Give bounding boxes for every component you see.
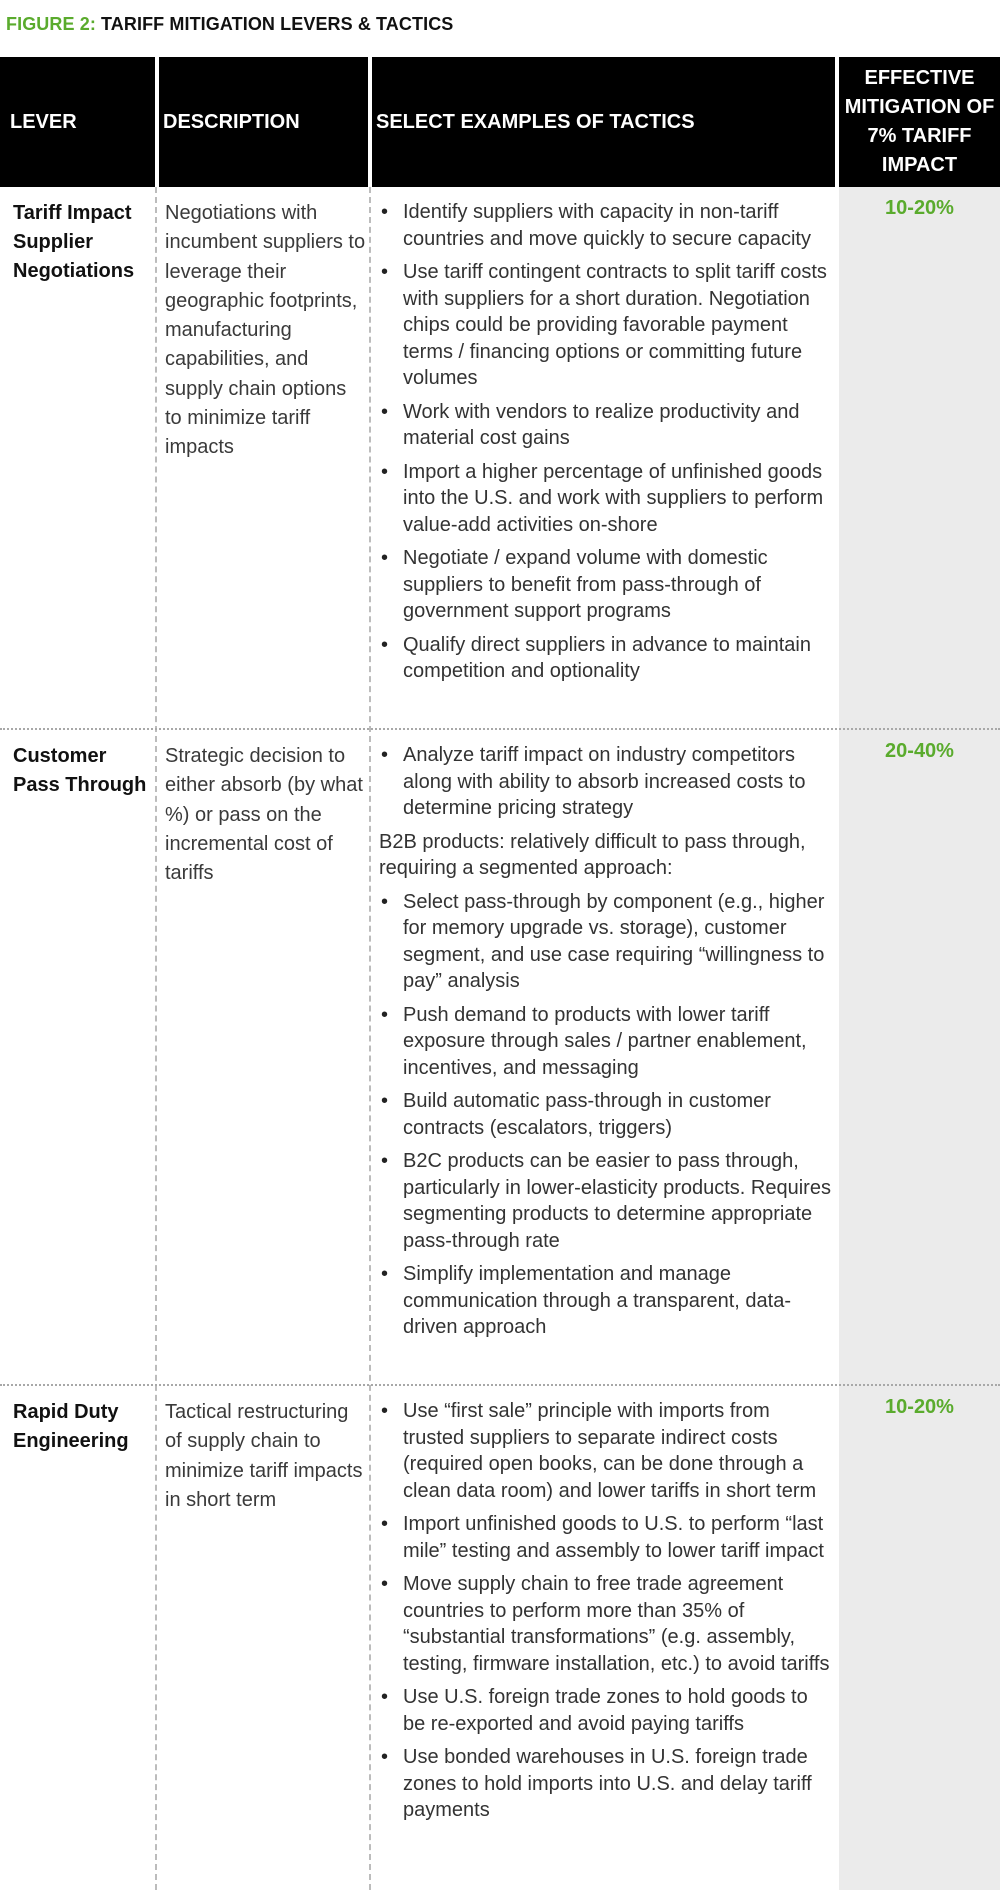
tactic-item: • Analyze tariff impact on industry competitors along with ability to absorb increased costs to determine pricing strategy (379, 742, 831, 822)
table-row-rapid-duty-engineering (0, 1386, 1000, 1890)
tactic-item: • Use bonded warehouses in U.S. foreign trade zones to hold imports into U.S. and delay tariff payments (379, 1744, 831, 1824)
tactic-item: • Select pass-through by component (e.g., higher for memory upgrade vs. storage), customer segment, and use case requiring “willingness to pay” analysis (379, 889, 831, 995)
tactics-list (379, 742, 831, 1348)
tactic-item: • Work with vendors to realize productivity and material cost gains (379, 399, 831, 452)
tactic-item: • Simplify implementation and manage communication through a transparent, data-driven approach (379, 1261, 831, 1341)
figure-title (6, 14, 453, 35)
lever-name: Customer Pass Through (13, 745, 147, 796)
header-lever: LEVER (0, 57, 155, 187)
tactic-paragraph: B2B products: relatively difficult to pass through, requiring a segmented approach: (379, 830, 806, 879)
table-row-supplier-negotiations (0, 187, 1000, 728)
tariff-levers-table (0, 57, 1000, 1890)
tactic-item: • Use U.S. foreign trade zones to hold goods to be re-exported and avoid paying tariffs (379, 1684, 831, 1737)
tactic-item: • Qualify direct suppliers in advance to maintain competition and optionality (379, 632, 831, 685)
lever-description: Negotiations with incumbent suppliers to leverage their geographic footprints, manufacturing capabilities, and supply chain options to minimize tariff impacts (165, 202, 366, 459)
table-header (0, 57, 1000, 187)
table-row-customer-pass-through (0, 730, 1000, 1384)
tactics-list (379, 199, 831, 692)
tactic-item: • Move supply chain to free trade agreement countries to perform more than 35% of “substantial transformations” (e.g. assembly, testing, firmware installation, etc.) to avoid tariffs (379, 1571, 831, 1677)
lever-name: Tariff Impact Supplier Negotiations (13, 202, 135, 282)
tactic-item: • Negotiate / expand volume with domestic suppliers to benefit from pass-through of government support programs (379, 545, 831, 625)
impact-value: 20-40% (885, 740, 954, 762)
header-impact: EFFECTIVE MITIGATION OF 7% TARIFF IMPACT (839, 57, 1000, 187)
lever-description: Tactical restructuring of supply chain to minimize tariff impacts in short term (165, 1401, 363, 1511)
figure-label: FIGURE 2: (6, 14, 96, 34)
impact-value: 10-20% (885, 1396, 954, 1418)
tactic-item: • Import unfinished goods to U.S. to perform “last mile” testing and assembly to lower tariff impact (379, 1511, 831, 1564)
tactic-item: • Identify suppliers with capacity in non-tariff countries and move quickly to secure capacity (379, 199, 831, 252)
tactic-item: • Use tariff contingent contracts to split tariff costs with suppliers for a short duration. Negotiation chips could be providing favorable payment terms / financing options or committing future volumes (379, 259, 831, 392)
tactic-item: • Build automatic pass-through in customer contracts (escalators, triggers) (379, 1088, 831, 1141)
tactic-item: • Import a higher percentage of unfinished goods into the U.S. and work with suppliers to perform value-add activities on-shore (379, 459, 831, 539)
lever-description: Strategic decision to either absorb (by what %) or pass on the incremental cost of tariffs (165, 745, 363, 885)
tactics-list (379, 1398, 831, 1831)
lever-name: Rapid Duty Engineering (13, 1401, 129, 1452)
header-tactics: SELECT EXAMPLES OF TACTICS (372, 57, 835, 187)
tactic-item: • Push demand to products with lower tariff exposure through sales / partner enablement, incentives, and messaging (379, 1002, 831, 1082)
tactic-item: • B2C products can be easier to pass through, particularly in lower-elasticity products. Requires segmenting products to determine appropriate pass-through rate (379, 1148, 831, 1254)
figure-title-text: TARIFF MITIGATION LEVERS & TACTICS (101, 14, 454, 34)
header-description: DESCRIPTION (159, 57, 368, 187)
impact-value: 10-20% (885, 197, 954, 219)
tactic-item: • Use “first sale” principle with imports from trusted suppliers to separate indirect costs (required open books, can be done through a clean data room) and lower tariffs in short term (379, 1398, 831, 1504)
